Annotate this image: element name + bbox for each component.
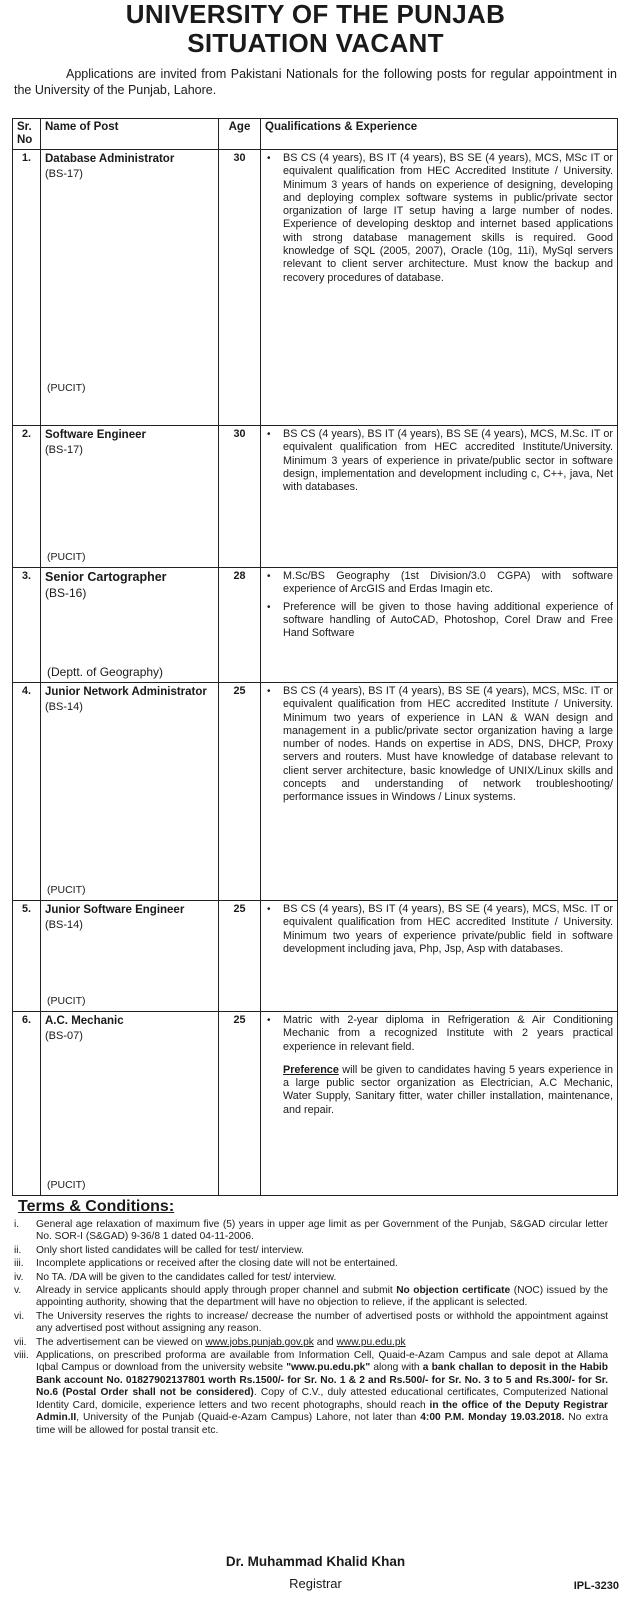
signatory-name: Dr. Muhammad Khalid Khan <box>225 1554 406 1569</box>
row-sr: 3. <box>13 568 41 683</box>
post-name: A.C. Mechanic <box>45 1015 124 1027</box>
table-row <box>13 568 618 683</box>
table-row <box>13 1012 618 1196</box>
term-bold: a bank challan to deposit in the Habib Bank account No. 01827902137801 worth Rs.1500/- for Sr. No. 1 & 2 and Rs.500/- for Sr. No. 3 to 5 and Rs.300/- for Sr. No.6 (Postal Order shall not be considered) <box>36 1362 608 1399</box>
header-name-of-post: Name of Post <box>41 119 219 150</box>
term-text: Only short listed candidates will be called for test/ interview. <box>36 1244 304 1256</box>
post-scale: (BS-14) <box>45 701 83 713</box>
header-sr-no: Sr. No <box>13 119 41 150</box>
table-row <box>13 150 618 426</box>
post-age: 25 <box>219 1012 261 1196</box>
term-text: General age relaxation of maximum five (5) years in upper age limit as per Government of the Punjab, S&GAD circular letter No. SOR-I (S&GAD) 9-36/8 1 dated 04-11-2006. <box>36 1219 608 1243</box>
post-cell <box>41 1012 219 1196</box>
term-text: Already in service applicants should apply through proper channel and submit <box>36 1285 397 1297</box>
term-bold: in the office of the Deputy Registrar Admin.II <box>36 1399 609 1424</box>
row-sr: 2. <box>13 426 41 568</box>
preference-label: Preference <box>283 1063 339 1076</box>
post-department: (PUCIT) <box>47 1178 86 1191</box>
signatory-role: Registrar <box>289 1576 342 1591</box>
term-bold: No objection certificate <box>396 1285 511 1297</box>
qualification-bullet: • Preference will be given to those having additional experience of software handling of AutoCAD, Photoshop, Corel Draw and Free Hand Software <box>265 601 613 641</box>
qualifications-cell <box>261 901 618 1012</box>
list-item <box>14 1337 608 1349</box>
post-cell <box>41 683 219 901</box>
reference-code: IPL-3230 <box>573 1580 619 1592</box>
term-number: vii. <box>14 1336 27 1348</box>
qualification-bullet: • M.Sc/BS Geography (1st Division/3.0 CGPA) with software experience of ArcGIS and Erdas Imagin etc. <box>265 570 613 597</box>
preference-text: will be given to candidates having 5 years experience in a large public sector organization as Electrician, A.C Mechanic, Water Supply, Sanitary fitter, water chiller installation, maintenance, and repair. <box>283 1063 613 1116</box>
term-text: The advertisement can be viewed on <box>36 1336 206 1348</box>
qualification-bullet: • BS CS (4 years), BS IT (4 years), BS SE (4 years), MCS, MSc. IT or equivalent qualification from HEC accredited Institute / University. Minimum two years of experience private/public field in software development including java, Php, Jsp, Asp with databases. <box>265 903 613 956</box>
qualification-bullet: • BS CS (4 years), BS IT (4 years), BS SE (4 years), MCS, MSc IT or equivalent qualification from HEC Accredited Institute / University. Minimum 3 years of hands on experience of designing, developing and deploying complex software systems in public/private sector organization of large IT setup having a large number of nodes. Experience of developing desktop and internet based applications with strong database management skills is required. Good knowledge of SQL (2005, 2007), Oracle (10g, 11i), MySql servers relevant to client server architecture. Must know the backup and recovery procedures of database. <box>265 152 613 285</box>
list-item <box>14 1219 608 1244</box>
term-text: Incomplete applications or received after the closing date will not be entertained. <box>36 1258 398 1270</box>
university-title: UNIVERSITY OF THE PUNJAB <box>125 0 506 29</box>
post-department: (PUCIT) <box>47 994 86 1007</box>
post-name: Senior Cartographer <box>45 570 167 584</box>
term-text: No TA. /DA will be given to the candidates called for test/ interview. <box>36 1271 337 1283</box>
list-item <box>14 1245 608 1257</box>
post-age: 25 <box>219 683 261 901</box>
term-number: iii. <box>14 1258 24 1270</box>
term-text: , University of the Punjab (Quaid-e-Azam Campus) Lahore, not later than <box>76 1412 421 1424</box>
post-name: Database Administrator <box>45 153 175 165</box>
terms-heading: Terms & Conditions: <box>18 1198 175 1215</box>
situation-vacant-title: SITUATION VACANT <box>187 28 444 58</box>
term-number: vi. <box>14 1310 25 1322</box>
header-qualifications: Qualifications & Experience <box>261 119 618 150</box>
qualification-bullet: • BS CS (4 years), BS IT (4 years), BS SE (4 years), MCS, MSc. IT or equivalent qualification from HEC accredited Institute / University. Minimum two years of experience in LAN & WAN design and management in a public/private sector organization having a large number of nodes. Hands on expertise in ADS, DNS, DHCP, Proxy servers and routers. Must have knowledge of database relevant to client server architecture, basic knowledge of UNIX/Linux skills and concepts and understanding of network troubleshooting/ performance issues in Windows / Linux systems. <box>265 685 613 805</box>
qualification-bullet: • Matric with 2-year diploma in Refrigeration & Air Conditioning Mechanic from a recognized Institute with 2 years practical experience in relevant field. <box>265 1014 613 1054</box>
preference-note <box>265 1064 613 1117</box>
posts-table <box>12 118 618 1196</box>
post-cell <box>41 901 219 1012</box>
term-number: i. <box>14 1219 20 1230</box>
post-name: Junior Network Administrator <box>45 686 207 698</box>
term-number: viii. <box>14 1350 29 1362</box>
post-age: 30 <box>219 150 261 426</box>
qualifications-cell <box>261 568 618 683</box>
term-number: v. <box>14 1285 22 1297</box>
list-item <box>14 1285 608 1310</box>
list-item <box>14 1350 608 1437</box>
row-sr: 4. <box>13 683 41 901</box>
row-sr: 1. <box>13 150 41 426</box>
post-cell <box>41 426 219 568</box>
term-text: . Copy of C.V., duly attested educational certificates, Computerized National Identity Card, domicile, experience letters and two recent photographs, should reach <box>36 1387 609 1411</box>
post-age: 25 <box>219 901 261 1012</box>
list-item <box>14 1258 608 1270</box>
table-row <box>13 901 618 1012</box>
table-row <box>13 426 618 568</box>
list-item <box>14 1311 608 1336</box>
term-bold: "www.pu.edu.pk" <box>286 1362 371 1374</box>
post-department: (PUCIT) <box>47 883 86 896</box>
jobs-website-link[interactable]: www.jobs.punjab.gov.pk <box>205 1336 314 1348</box>
post-scale: (BS-07) <box>45 1030 83 1042</box>
qualifications-cell <box>261 1012 618 1196</box>
post-scale: (BS-14) <box>45 919 83 931</box>
term-text: (NOC) issued by the appointing authority, showing that the department will have no objection to relieve, if the applicant is selected. <box>36 1285 609 1309</box>
term-number: iv. <box>14 1271 24 1283</box>
post-cell <box>41 568 219 683</box>
intro-paragraph: Applications are invited from Pakistani Nationals for the following posts for regular appointment in the University of the Punjab, Lahore. <box>14 67 617 97</box>
qualification-bullet: • BS CS (4 years), BS IT (4 years), BS SE (4 years), MCS, M.Sc. IT or equivalent qualification from HEC accredited Institute/University. Minimum 3 years of experience in private/public sector in software design, implementation and development including c, C++, java, Net with databases. <box>265 428 613 494</box>
post-cell <box>41 150 219 426</box>
table-row <box>13 683 618 901</box>
list-item <box>14 1272 608 1284</box>
post-name: Software Engineer <box>45 429 146 441</box>
term-number: ii. <box>14 1244 22 1256</box>
post-scale: (BS-17) <box>45 168 83 180</box>
term-text: The University reserves the rights to increase/ decrease the number of advertised posts or withhold the appointment against any advertised post without assigning any reason. <box>36 1310 608 1335</box>
term-text: Applications, on prescribed proforma are available from Information Cell, Quaid-e-Azam Campus and sale depot at Allama Iqbal Campus or download from the university website <box>36 1350 608 1374</box>
post-age: 30 <box>219 426 261 568</box>
post-department: (PUCIT) <box>47 381 86 394</box>
qualifications-cell <box>261 683 618 901</box>
table-header-row <box>13 119 618 150</box>
post-name: Junior Software Engineer <box>45 904 185 916</box>
term-text: and <box>313 1336 337 1348</box>
qualifications-cell <box>261 150 618 426</box>
term-text: along with <box>370 1362 423 1374</box>
post-age: 28 <box>219 568 261 683</box>
qualifications-cell <box>261 426 618 568</box>
row-sr: 6. <box>13 1012 41 1196</box>
term-text: No extra time will be allowed for postal transit etc. <box>36 1412 608 1436</box>
post-scale: (BS-16) <box>45 586 87 600</box>
pu-website-link[interactable]: www.pu.edu.pk <box>336 1336 406 1348</box>
header-age: Age <box>219 119 261 150</box>
post-scale: (BS-17) <box>45 444 83 456</box>
row-sr: 5. <box>13 901 41 1012</box>
post-department: (Deptt. of Geography) <box>47 664 164 679</box>
terms-list <box>14 1219 608 1438</box>
term-bold: 4:00 P.M. Monday 19.03.2018. <box>420 1412 565 1424</box>
post-department: (PUCIT) <box>47 550 86 563</box>
